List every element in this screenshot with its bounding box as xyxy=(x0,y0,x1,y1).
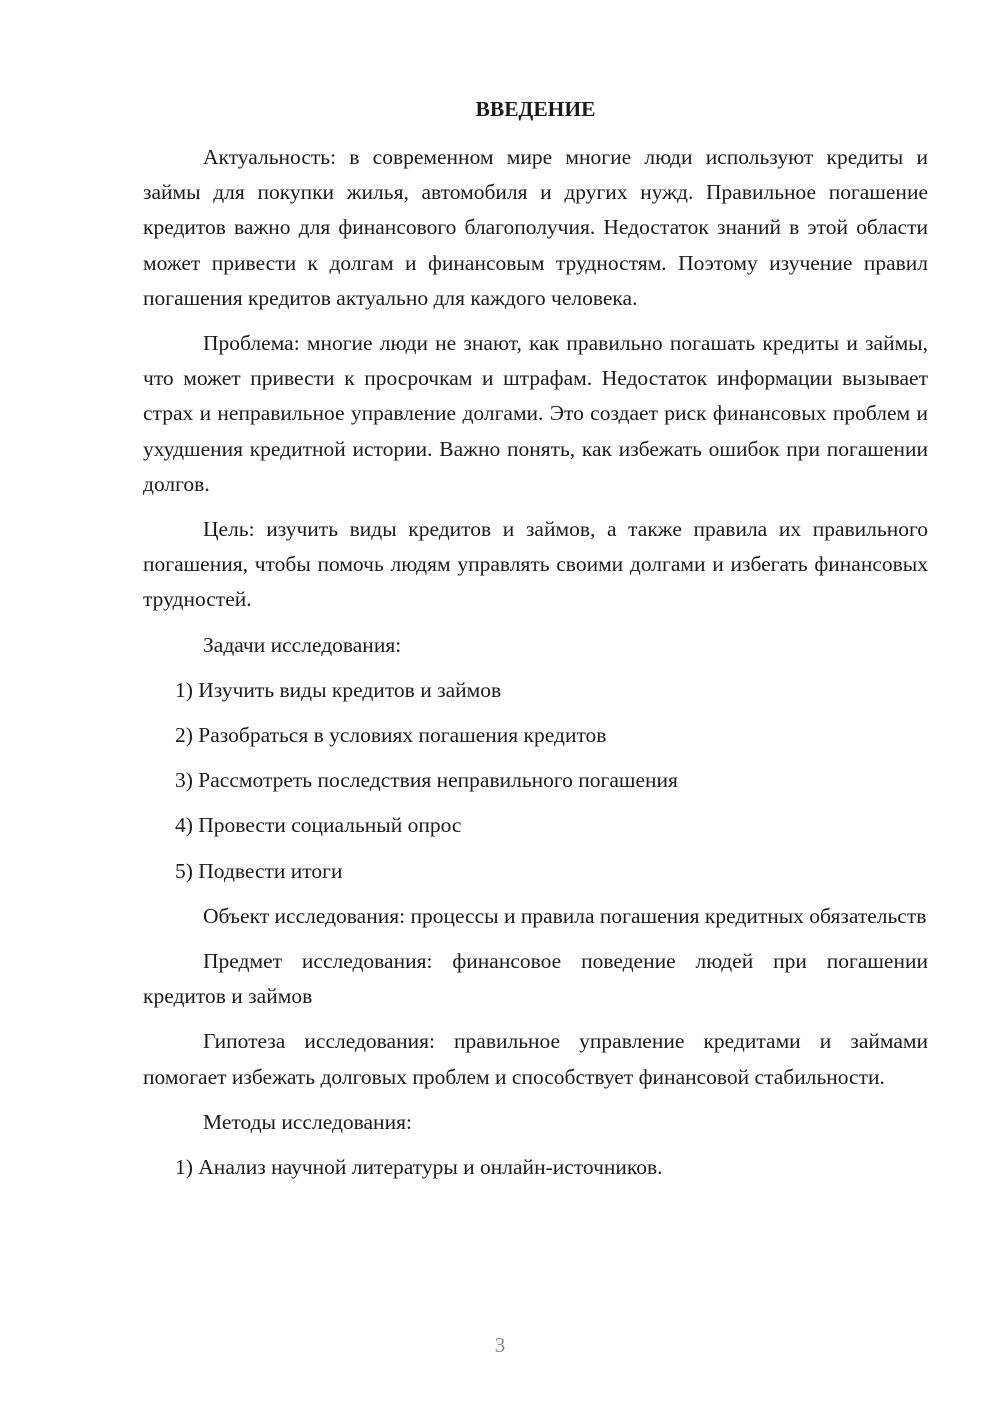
task-item: 3) Рассмотреть последствия неправильного погашения xyxy=(175,768,678,793)
relevance-paragraph: Актуальность: в современном мире многие люди используют кредиты и займы для покупки жилья, автомобиля и других нужд. Правильное погашение кредитов важно для финансового благополучия. Недостаток знаний в этой области может привести к долгам и финансовым трудностям. Поэтому изучение правил погашения кредитов актуально для каждого человека. xyxy=(143,145,928,310)
methods-label: Методы исследования: xyxy=(203,1109,412,1134)
tasks-label: Задачи исследования: xyxy=(203,632,402,657)
task-item: 5) Подвести итоги xyxy=(175,858,343,883)
page-number: 3 xyxy=(494,1333,506,1357)
hypothesis-paragraph: Гипотеза исследования: правильное управление кредитами и займами помогает избежать долговых проблем и способствует финансовой стабильности. xyxy=(143,1029,928,1089)
subject-paragraph: Предмет исследования: финансовое поведение людей при погашении кредитов и займов xyxy=(143,949,928,1009)
task-item: 1) Изучить виды кредитов и займов xyxy=(175,677,502,702)
goal-paragraph: Цель: изучить виды кредитов и займов, а также правила их правильного погашения, чтобы помочь людям управлять своими долгами и избегать финансовых трудностей. xyxy=(143,517,928,612)
task-item: 4) Провести социальный опрос xyxy=(175,813,462,838)
object-paragraph: Объект исследования: процессы и правила погашения кредитных обязательств xyxy=(203,903,927,928)
section-title: ВВЕДЕНИЕ xyxy=(475,97,596,121)
task-item: 2) Разобраться в условиях погашения кредитов xyxy=(175,723,607,748)
problem-paragraph: Проблема: многие люди не знают, как правильно погашать кредиты и займы, что может привести к просрочкам и штрафам. Недостаток информации вызывает страх и неправильное управление долгами. Это создает риск финансовых проблем и ухудшения кредитной истории. Важно понять, как избежать ошибок при погашении долгов. xyxy=(143,331,928,496)
document-page xyxy=(143,92,928,1195)
method-item: 1) Анализ научной литературы и онлайн-источников. xyxy=(175,1155,663,1180)
